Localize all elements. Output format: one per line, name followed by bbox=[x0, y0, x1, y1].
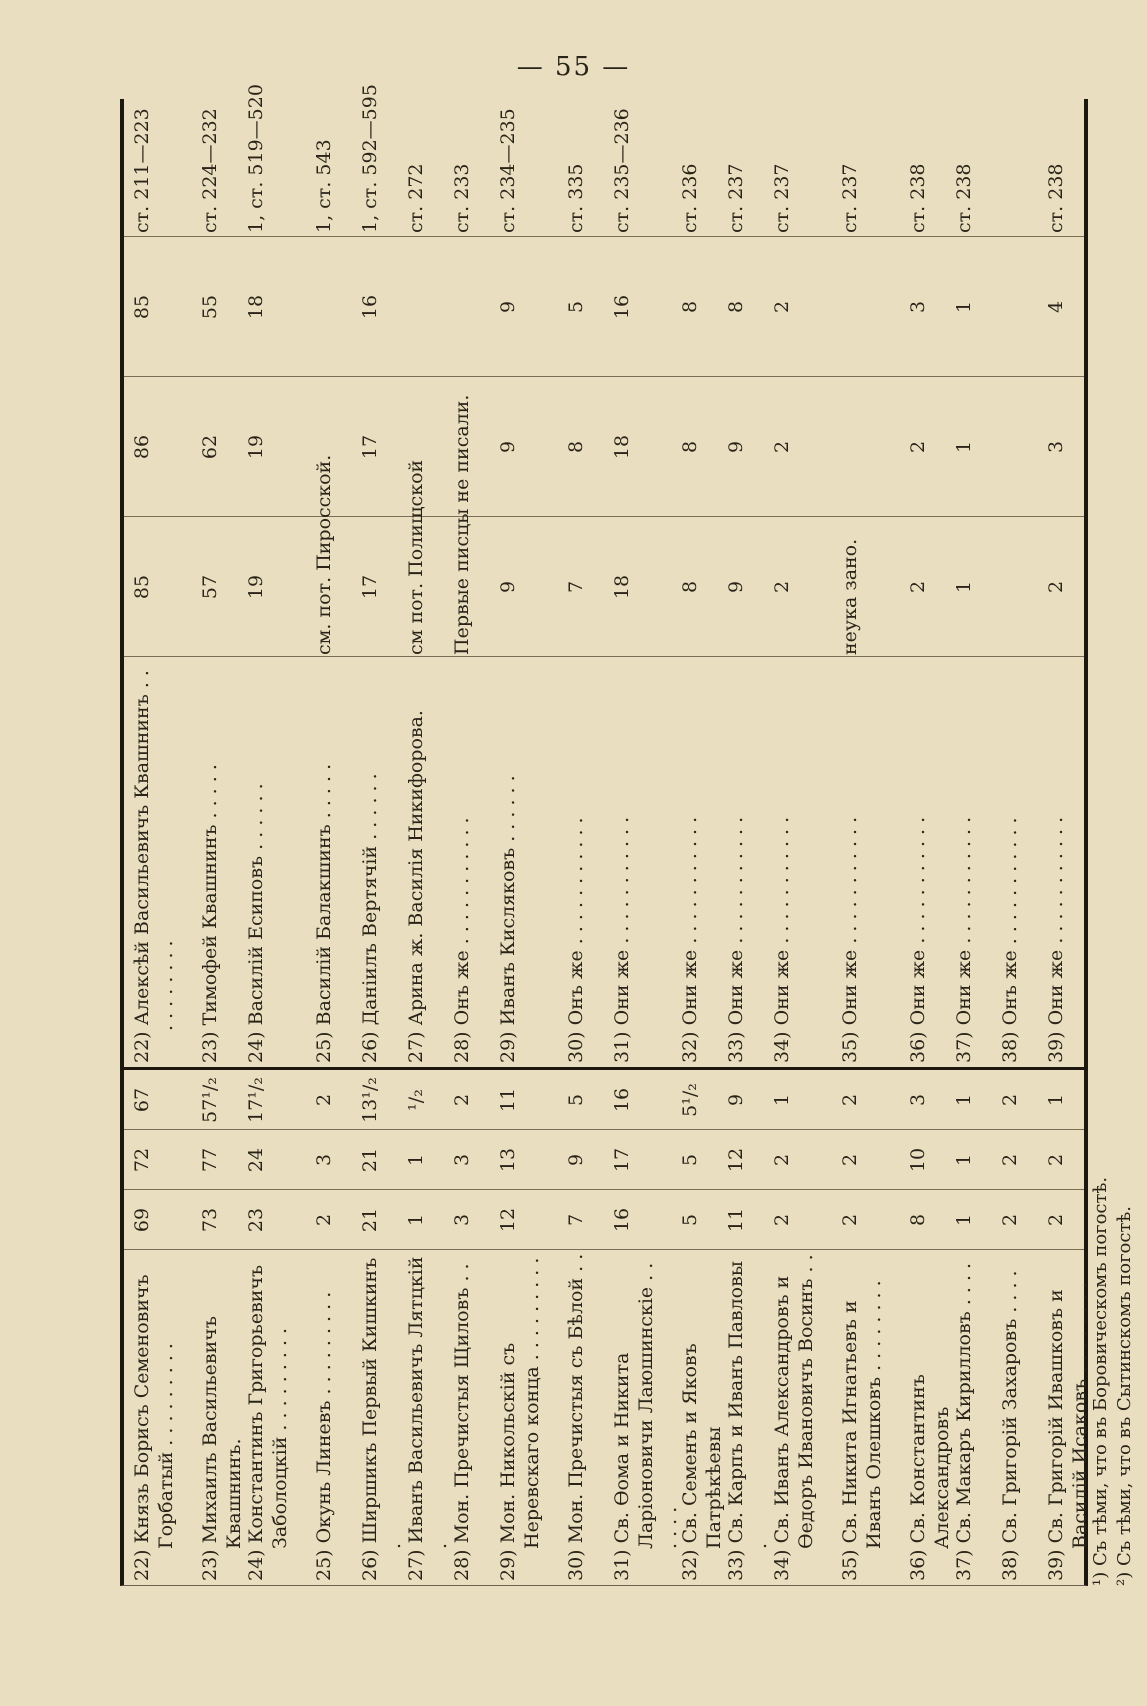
right-count-c: 1 bbox=[953, 300, 975, 314]
footnote-2: ²) Съ тѣми, что въ Сытинскомъ погостѣ. bbox=[1114, 1206, 1135, 1586]
left-name: 32) Св. Семенъ и Яковъ Патрѣкѣевы bbox=[679, 1343, 725, 1581]
right-name: 39) Они же . . . . . . . . . . . bbox=[1045, 816, 1067, 1063]
left-count-b: 12 bbox=[725, 1147, 747, 1173]
col-right-b bbox=[124, 376, 1084, 517]
left-count-c: 13¹/₂ bbox=[359, 1077, 381, 1123]
table-frame bbox=[120, 84, 1091, 1586]
left-name: 38) Св. Григорій Захаровъ . . . . bbox=[999, 1270, 1021, 1581]
left-count-b: 21 bbox=[359, 1147, 381, 1173]
col-right-c bbox=[124, 236, 1084, 377]
right-name: 22) Алексѣй Васильевичъ Квашнинъ . . . . . . . . . . bbox=[131, 670, 177, 1063]
right-reference: ст. 238 bbox=[907, 163, 929, 233]
right-reference: 1, ст. 543 bbox=[313, 139, 335, 233]
left-name: 36) Св. Константинъ Александровъ bbox=[907, 1374, 953, 1581]
left-name: 30) Мон. Пречистыя съ Бѣлой . . bbox=[565, 1253, 587, 1581]
right-reference: ст. 233 bbox=[451, 163, 473, 233]
right-name: 36) Они же . . . . . . . . . . . bbox=[907, 816, 929, 1063]
right-reference: ст. 238 bbox=[1045, 163, 1067, 233]
right-count-c: 5 bbox=[565, 300, 587, 314]
left-count-c: 2 bbox=[313, 1093, 335, 1107]
left-count-b: 3 bbox=[313, 1153, 335, 1167]
right-reference: ст. 235—236 bbox=[611, 108, 633, 233]
right-count-b: 3 bbox=[1045, 440, 1067, 454]
left-count-a: 2 bbox=[839, 1213, 861, 1227]
left-count-b: 1 bbox=[953, 1153, 975, 1167]
left-name: 23) Михаилъ Васильевичъ Квашнинъ. bbox=[199, 1316, 245, 1581]
left-name: 39) Св. Григорій Ивашковъ и Василій Исаковъ . . . . . . . . bbox=[1045, 1282, 1091, 1581]
left-count-a: 73 bbox=[199, 1207, 221, 1233]
right-name: 37) Они же . . . . . . . . . . . bbox=[953, 816, 975, 1063]
left-count-b: 2 bbox=[771, 1153, 793, 1167]
right-name: 27) Арина ж. Василія Никифорова. bbox=[405, 710, 427, 1063]
right-count-a: см. пот. Пиросской. bbox=[313, 454, 335, 655]
right-count-a: 2 bbox=[907, 580, 929, 594]
right-count-b: 62 bbox=[199, 434, 221, 460]
left-count-a: 12 bbox=[497, 1207, 519, 1233]
left-count-b: 2 bbox=[839, 1153, 861, 1167]
left-count-b: 2 bbox=[1045, 1153, 1067, 1167]
right-reference: ст. 211—223 bbox=[131, 108, 153, 233]
right-count-b: 18 bbox=[611, 434, 633, 460]
right-name: 34) Они же . . . . . . . . . . . bbox=[771, 816, 793, 1063]
right-name: 24) Василій Есиповъ . . . . . . bbox=[245, 783, 267, 1063]
left-count-b: 17 bbox=[611, 1147, 633, 1173]
left-name: 33) Св. Карпъ и Иванъ Павловы . bbox=[725, 1261, 771, 1581]
right-reference: ст. 236 bbox=[679, 163, 701, 233]
left-count-a: 2 bbox=[1045, 1213, 1067, 1227]
left-count-c: 1 bbox=[1045, 1093, 1067, 1107]
left-count-b: 5 bbox=[679, 1153, 701, 1167]
right-count-a: 2 bbox=[771, 580, 793, 594]
right-count-c: 8 bbox=[679, 300, 701, 314]
right-count-a: 1 bbox=[953, 580, 975, 594]
right-count-b: 1 bbox=[953, 440, 975, 454]
right-count-c: 4 bbox=[1045, 300, 1067, 314]
right-count-b: 8 bbox=[679, 440, 701, 454]
right-reference: ст. 234—235 bbox=[497, 108, 519, 233]
left-name: 22) Князь Борисъ Семеновичъ Горбатый . . . . . . . . . bbox=[131, 1274, 177, 1581]
left-name: 25) Окунь Линевъ . . . . . . . . . bbox=[313, 1291, 335, 1581]
right-count-a: 17 bbox=[359, 574, 381, 600]
right-reference: ст. 237 bbox=[725, 163, 747, 233]
right-count-b: 86 bbox=[131, 434, 153, 460]
right-name: 31) Они же . . . . . . . . . . . bbox=[611, 816, 633, 1063]
left-count-b: 77 bbox=[199, 1147, 221, 1173]
left-count-b: 9 bbox=[565, 1153, 587, 1167]
right-count-b: 17 bbox=[359, 434, 381, 460]
right-count-a: 57 bbox=[199, 574, 221, 600]
left-count-a: 7 bbox=[565, 1213, 587, 1227]
left-count-a: 11 bbox=[725, 1207, 747, 1233]
right-name: 29) Иванъ Кисляковъ . . . . . . bbox=[497, 775, 519, 1063]
right-name: 33) Они же . . . . . . . . . . . bbox=[725, 816, 747, 1063]
right-count-a: Первые писцы не писали. bbox=[451, 394, 473, 655]
right-reference: ст. 237 bbox=[771, 163, 793, 233]
right-count-c: 18 bbox=[245, 294, 267, 320]
left-count-a: 2 bbox=[771, 1213, 793, 1227]
right-reference: 1, ст. 519—520 bbox=[245, 84, 267, 233]
right-count-a: 18 bbox=[611, 574, 633, 600]
left-count-c: 2 bbox=[839, 1093, 861, 1107]
left-count-a: 16 bbox=[611, 1207, 633, 1233]
left-count-c: 57¹/₂ bbox=[199, 1077, 221, 1123]
right-count-a: 8 bbox=[679, 580, 701, 594]
left-count-b: 72 bbox=[131, 1147, 153, 1173]
right-reference: ст. 238 bbox=[953, 163, 975, 233]
right-count-c: 9 bbox=[497, 300, 519, 314]
left-count-a: 3 bbox=[451, 1213, 473, 1227]
right-count-a: 9 bbox=[497, 580, 519, 594]
left-name: 24) Константинъ Григорьевичъ Заболоцкій . . . . . . . . . bbox=[245, 1264, 291, 1581]
page-number: — 55 — bbox=[516, 52, 631, 82]
left-name: 34) Св. Иванъ Александровъ и Ѳедоръ Ивановичъ Восинъ . . bbox=[771, 1254, 817, 1581]
left-count-a: 21 bbox=[359, 1207, 381, 1233]
right-count-a: 85 bbox=[131, 574, 153, 600]
right-count-a: 19 bbox=[245, 574, 267, 600]
right-name: 26) Даніилъ Вертячій . . . . . . bbox=[359, 773, 381, 1063]
left-count-c: 2 bbox=[999, 1093, 1021, 1107]
right-count-c: 16 bbox=[359, 294, 381, 320]
right-count-a: 2 bbox=[1045, 580, 1067, 594]
right-count-c: 16 bbox=[611, 294, 633, 320]
left-name: 29) Мон. Никольскій съ Неревскаго конца . . . . . . . . . bbox=[497, 1257, 543, 1581]
left-count-c: ¹/₂ bbox=[405, 1089, 427, 1111]
right-count-c: 3 bbox=[907, 300, 929, 314]
right-name: 28) Онъ же . . . . . . . . . . . bbox=[451, 817, 473, 1063]
col-right-a bbox=[124, 516, 1084, 657]
right-count-c: 2 bbox=[771, 300, 793, 314]
right-reference: ст. 224—232 bbox=[199, 108, 221, 233]
right-count-a: неука зано. bbox=[839, 538, 861, 655]
right-count-c: 8 bbox=[725, 300, 747, 314]
left-count-b: 13 bbox=[497, 1147, 519, 1173]
left-name: 26) Ширшикъ Первый Кишкинъ . bbox=[359, 1257, 405, 1581]
left-count-a: 1 bbox=[953, 1213, 975, 1227]
right-name: 23) Тимофей Квашнинъ . . . . . bbox=[199, 764, 221, 1063]
right-name: 32) Они же . . . . . . . . . . . bbox=[679, 816, 701, 1063]
left-count-c: 11 bbox=[497, 1087, 519, 1113]
left-count-b: 10 bbox=[907, 1147, 929, 1173]
right-count-c: 55 bbox=[199, 294, 221, 320]
left-count-a: 1 bbox=[405, 1213, 427, 1227]
right-name: 35) Они же . . . . . . . . . . . bbox=[839, 816, 861, 1063]
left-count-c: 16 bbox=[611, 1087, 633, 1113]
left-count-b: 1 bbox=[405, 1153, 427, 1167]
right-count-a: см пот. Полищской bbox=[405, 459, 427, 655]
left-count-a: 2 bbox=[999, 1213, 1021, 1227]
left-name: 37) Св. Макаръ Кирилловъ . . . . bbox=[953, 1262, 975, 1581]
left-name: 35) Св. Никита Игнатьевъ и Иванъ Олешковъ . . . . . . . . bbox=[839, 1280, 885, 1581]
footnote-1: ¹) Съ тѣми, что въ Боровическомъ погостѣ. bbox=[1090, 1176, 1111, 1586]
left-name: 27) Иванъ Васильевичъ Лятцкій . bbox=[405, 1256, 451, 1581]
right-count-b: 9 bbox=[725, 440, 747, 454]
left-count-c: 3 bbox=[907, 1093, 929, 1107]
left-count-a: 69 bbox=[131, 1207, 153, 1233]
right-name: 30) Онъ же . . . . . . . . . . . bbox=[565, 817, 587, 1063]
right-count-b: 8 bbox=[565, 440, 587, 454]
left-name: 31) Св. Ѳома и Никита Ларіоновичи Лаюшинскіе . . . . . . bbox=[611, 1262, 681, 1581]
right-count-b: 2 bbox=[771, 440, 793, 454]
left-count-c: 67 bbox=[131, 1087, 153, 1113]
left-count-c: 5¹/₂ bbox=[679, 1083, 701, 1117]
left-count-c: 17¹/₂ bbox=[245, 1077, 267, 1123]
right-name: 38) Онъ же . . . . . . . . . . . bbox=[999, 817, 1021, 1063]
left-count-a: 8 bbox=[907, 1213, 929, 1227]
right-count-b: 9 bbox=[497, 440, 519, 454]
left-count-b: 2 bbox=[999, 1153, 1021, 1167]
right-count-a: 9 bbox=[725, 580, 747, 594]
left-count-c: 1 bbox=[953, 1093, 975, 1107]
left-count-a: 2 bbox=[313, 1213, 335, 1227]
left-name: 28) Мон. Пречистыя Щиловъ . . bbox=[451, 1263, 473, 1581]
left-count-b: 24 bbox=[245, 1147, 267, 1173]
col-left-a bbox=[124, 1189, 1084, 1250]
right-reference: ст. 272 bbox=[405, 163, 427, 233]
left-count-c: 5 bbox=[565, 1093, 587, 1107]
left-count-a: 5 bbox=[679, 1213, 701, 1227]
right-reference: ст. 237 bbox=[839, 163, 861, 233]
right-name: 25) Василій Балакшинъ . . . . . bbox=[313, 763, 335, 1063]
left-count-c: 1 bbox=[771, 1093, 793, 1107]
left-count-b: 3 bbox=[451, 1153, 473, 1167]
right-count-c: 85 bbox=[131, 294, 153, 320]
col-left-c bbox=[124, 1067, 1084, 1130]
left-count-c: 9 bbox=[725, 1093, 747, 1107]
right-count-b: 19 bbox=[245, 434, 267, 460]
col-right-names bbox=[124, 656, 1084, 1067]
left-count-c: 2 bbox=[451, 1093, 473, 1107]
right-reference: 1, ст. 592—595 bbox=[359, 84, 381, 233]
col-left-b bbox=[124, 1129, 1084, 1190]
left-count-a: 23 bbox=[245, 1207, 267, 1233]
right-reference: ст. 335 bbox=[565, 163, 587, 233]
right-count-b: 2 bbox=[907, 440, 929, 454]
right-count-a: 7 bbox=[565, 580, 587, 594]
